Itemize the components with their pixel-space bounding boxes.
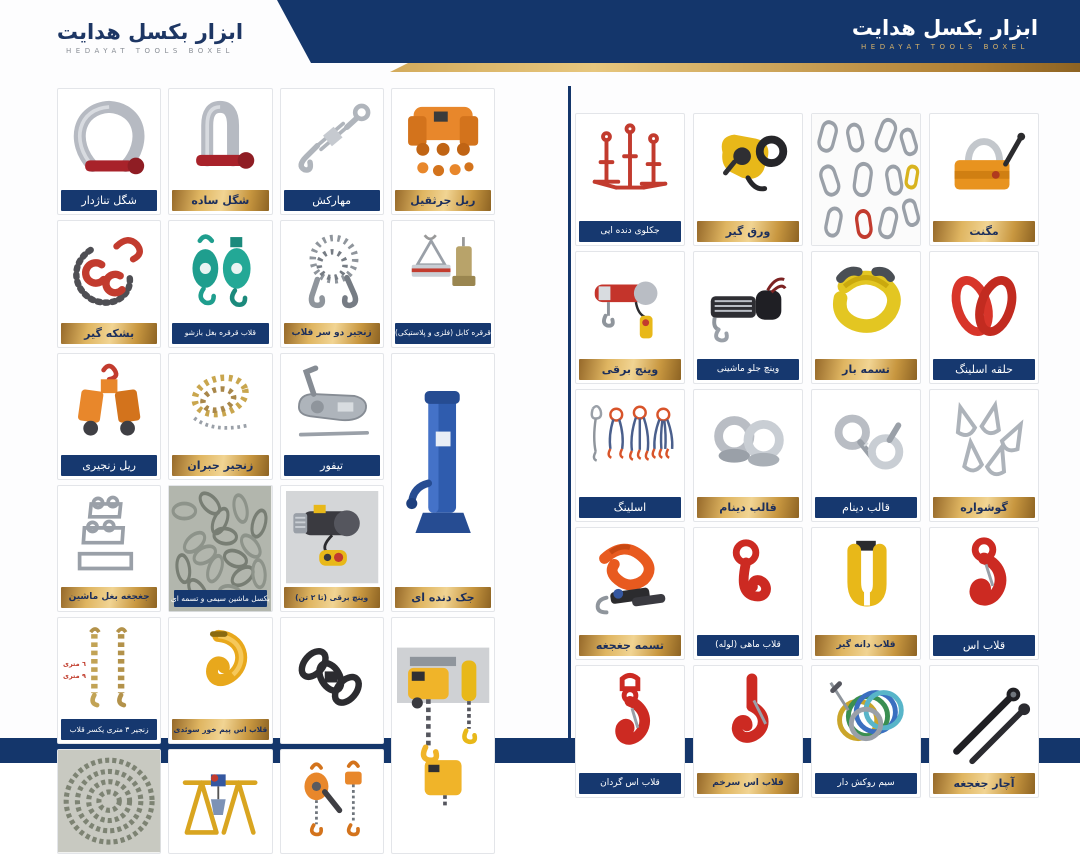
product-card xyxy=(168,220,272,347)
size-note: ٩ متری xyxy=(63,671,86,680)
size-note: ٦ متری xyxy=(63,660,86,669)
product-label: قلاب ماهی (لوله) xyxy=(697,635,799,656)
product-card xyxy=(391,353,495,613)
product-card xyxy=(391,617,495,854)
d_shackle-image xyxy=(172,92,268,188)
turnbuckle-image xyxy=(284,92,380,188)
product-label: زنجیر جبران xyxy=(172,455,268,476)
product-label: قالب دینام xyxy=(815,497,917,518)
brand-logo-left xyxy=(52,20,248,55)
hook_s_yellow-image xyxy=(172,621,268,717)
product-label: بکسل ماشین سیمی و تسمه ای xyxy=(174,590,266,607)
product-card xyxy=(168,749,272,853)
product-card xyxy=(693,665,803,798)
product-card xyxy=(57,485,161,612)
rings_red-image xyxy=(933,255,1035,357)
chain_pile-image xyxy=(58,750,160,852)
product-card xyxy=(811,251,921,384)
product-label: وینچ جلو ماشینی xyxy=(697,359,799,380)
product-label: جک دنده ای xyxy=(395,587,491,608)
hook_clevis_red-image xyxy=(697,669,799,771)
product-card xyxy=(280,485,384,612)
product-label: قلاب اس xyxy=(933,635,1035,656)
product-card xyxy=(811,113,921,246)
frames_ratchet-image xyxy=(61,489,157,585)
product-label: ورق گیر xyxy=(697,221,799,242)
product-label: تیفور xyxy=(284,455,380,476)
catalog-page-left xyxy=(57,88,495,732)
bow_shackle-image xyxy=(61,92,157,188)
wrench_ratchet-image xyxy=(933,669,1035,771)
product-card xyxy=(168,485,272,612)
product-label: قلاب قرقره بغل بازشو xyxy=(172,323,268,344)
hook_pipe_red-image xyxy=(697,531,799,633)
hook_eye_red-image xyxy=(933,531,1035,633)
chain_hooks-image xyxy=(284,224,380,320)
pulley_pair-image xyxy=(172,224,268,320)
product-label: مگنت xyxy=(933,221,1035,242)
product-label: زنجیر ٣ متری یکسر قلاب xyxy=(61,719,157,740)
product-label: قلاب اس پیم خور سوئدی xyxy=(172,719,268,740)
eye_nuts-image xyxy=(697,393,799,495)
product-card xyxy=(280,749,384,853)
brand-logo-fa: ابزار بکسل هدایت xyxy=(851,16,1039,40)
brand-logo-en: HEDAYAT TOOLS BOXEL xyxy=(861,43,1029,51)
product-card xyxy=(929,665,1039,798)
plate_clamp-image xyxy=(697,117,799,219)
rack_jack_blue-image xyxy=(395,357,491,586)
trolley-image xyxy=(395,92,491,188)
product-label: شگل ساده xyxy=(172,190,268,211)
product-label: بشکه گیر xyxy=(61,323,157,344)
product-card xyxy=(57,617,161,744)
catalog-page-right xyxy=(575,113,1039,790)
product-card xyxy=(575,113,685,246)
product-card xyxy=(280,353,384,480)
product-label: زنجیر دو سر قلاب xyxy=(284,323,380,344)
product-card xyxy=(929,527,1039,660)
product-card xyxy=(575,665,685,798)
wires_coil-image xyxy=(815,669,917,771)
product-label: قلاب اس سرخم xyxy=(697,773,799,794)
brand-logo-en: HEDAYAT TOOLS BOXEL xyxy=(66,47,234,55)
product-label: آچار جغجغه xyxy=(933,773,1035,794)
barrel_grip-image xyxy=(61,224,157,320)
product-card xyxy=(929,113,1039,246)
eye_bolts-image xyxy=(815,393,917,495)
product-label: قلاب دانه گیر xyxy=(815,635,917,656)
product-card xyxy=(57,749,161,853)
collage-image xyxy=(812,114,920,245)
product-card xyxy=(57,353,161,480)
product-card xyxy=(811,389,921,522)
product-label: سیم روکش دار xyxy=(815,773,917,794)
cable_pulley-image xyxy=(395,224,491,320)
brand-logo-fa: ابزار بکسل هدایت xyxy=(56,20,244,44)
product-card xyxy=(168,617,272,744)
product-card xyxy=(693,113,803,246)
product-label: جکلوی دنده ایی xyxy=(579,221,681,242)
lever_hoist-image xyxy=(284,753,380,849)
slings_set-image xyxy=(579,393,681,495)
product-label: اسلینگ xyxy=(579,497,681,518)
product-card xyxy=(280,617,384,744)
product-card xyxy=(929,251,1039,384)
product-card xyxy=(575,389,685,522)
product-card xyxy=(693,527,803,660)
strap_ratchet_orange-image xyxy=(579,531,681,633)
product-label: وینچ برقی (تا ٢ تن) xyxy=(284,587,380,608)
strap_yellow-image xyxy=(815,255,917,357)
product-card xyxy=(811,665,921,798)
product-card xyxy=(391,88,495,215)
product-card xyxy=(811,527,921,660)
product-label: تسمه جغجغه xyxy=(579,635,681,656)
product-label: قرقره کابل (فلزی و پلاستیکی) xyxy=(395,323,491,344)
product-label: حلقه اسلینگ xyxy=(933,359,1035,380)
product-card xyxy=(280,220,384,347)
product-card xyxy=(575,527,685,660)
product-label: شگل تناژدار xyxy=(61,190,157,211)
brand-logo-right xyxy=(842,16,1048,51)
chain_coil-image xyxy=(172,357,268,453)
product-label: ریل جرثقیل xyxy=(395,190,491,211)
hook_swivel_red-image xyxy=(579,669,681,771)
product-card xyxy=(929,389,1039,522)
header-gold-strip xyxy=(0,63,1080,72)
magnet_lifter-image xyxy=(933,117,1035,219)
product-card xyxy=(391,220,495,347)
product-card xyxy=(693,251,803,384)
product-card xyxy=(575,251,685,384)
electric_winch-image xyxy=(284,489,380,585)
product-label: تسمه بار xyxy=(815,359,917,380)
product-card xyxy=(693,389,803,522)
car_winch-image xyxy=(697,255,799,357)
tirfor-image xyxy=(284,357,380,453)
product-label: مهارکش xyxy=(284,190,380,211)
gantry-image xyxy=(172,753,268,849)
product-label: جغجغه بغل ماشین xyxy=(61,587,157,608)
chains_two-image xyxy=(61,621,157,717)
product-label: وینچ برقی xyxy=(579,359,681,380)
product-card xyxy=(168,88,272,215)
jacks_red-image xyxy=(579,117,681,219)
center-page-divider xyxy=(568,86,571,763)
product-label: قالب دینام xyxy=(697,497,799,518)
product-label: قلاب اس گردان xyxy=(579,773,681,794)
hoist_tall-image xyxy=(395,621,491,850)
product-card xyxy=(57,220,161,347)
product-label: گوشواره xyxy=(933,497,1035,518)
product-card xyxy=(280,88,384,215)
chain_trolley-image xyxy=(61,357,157,453)
hoist_red-image xyxy=(579,255,681,357)
hook_grab_yellow-image xyxy=(815,531,917,633)
product-label: ریل زنجیری xyxy=(61,455,157,476)
product-card xyxy=(168,353,272,480)
thimbles-image xyxy=(933,393,1035,495)
chain_black-image xyxy=(284,621,380,740)
product-card xyxy=(57,88,161,215)
